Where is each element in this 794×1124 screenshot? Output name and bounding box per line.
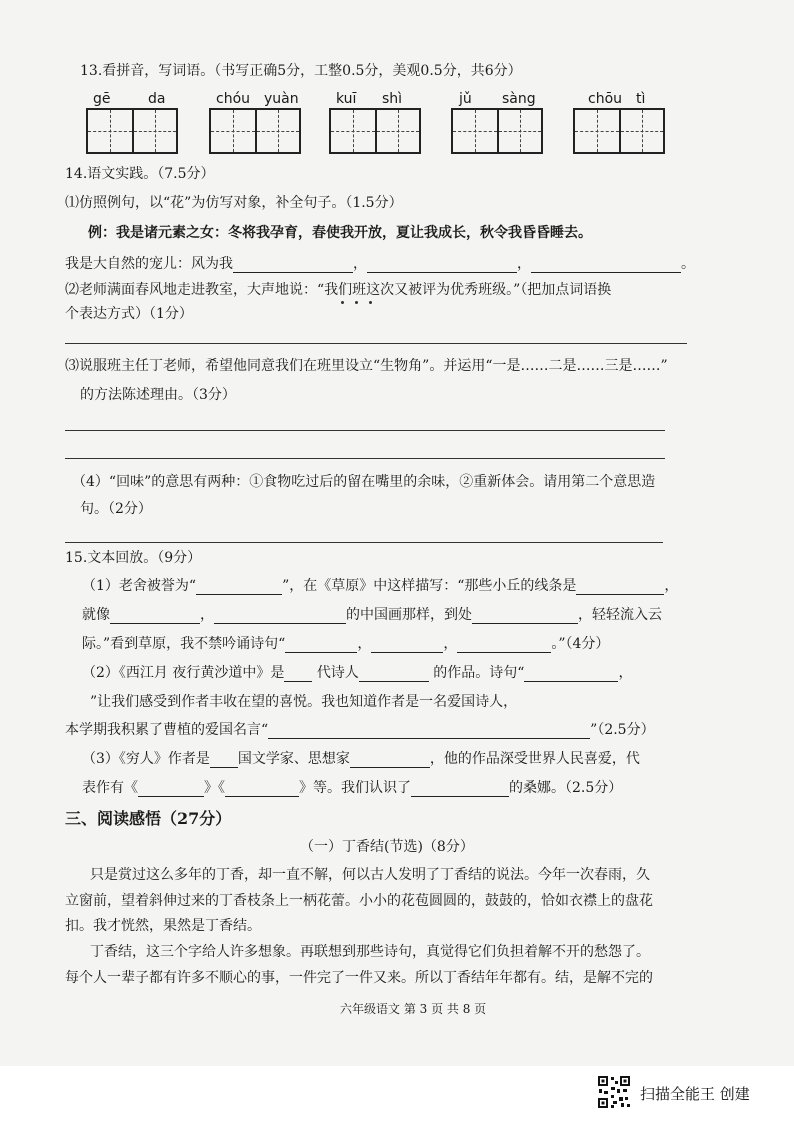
- pinyin-2a: chóu: [216, 91, 251, 107]
- q14-part3-b: 的方法陈述理由。（3分）: [80, 387, 236, 403]
- blank-poem-3[interactable]: [457, 638, 551, 653]
- emphasis-dot: [369, 301, 372, 304]
- answer-line[interactable]: [65, 458, 665, 459]
- pinyin-5b: tì: [636, 91, 646, 107]
- text: （2）《西江月 夜行黄沙道中》是: [82, 665, 285, 681]
- text: （1）老舍被誉为“: [82, 578, 197, 594]
- q14-part4-a: （4）“回味”的意思有两种：①食物吃过后的留在嘴里的余味，②重新体会。请用第二个意思造: [72, 474, 656, 490]
- answer-grid-5[interactable]: [573, 108, 665, 154]
- answer-grid-2[interactable]: [209, 108, 301, 154]
- q15-line-6: [65, 721, 655, 739]
- emphasis-dot: [341, 301, 344, 304]
- blank-verse-1[interactable]: [524, 667, 618, 682]
- answer-grid-1[interactable]: [86, 108, 178, 154]
- text: ”，在《草原》中这样描写：“那些小丘的线条是: [282, 578, 577, 594]
- blank-author[interactable]: [350, 753, 430, 768]
- text: 》等。我们认识了: [299, 780, 411, 796]
- text: 的桑娜。（2.5分）: [509, 780, 623, 796]
- q14-part3-a: ⑶说服班主任丁老师，希望他同意我们在班里设立“生物角”。并运用“一是……二是……三是……”: [65, 358, 668, 374]
- q15-title: 15.文本回放。（9分）: [65, 550, 202, 566]
- text: 的中国画那样，到处: [346, 607, 472, 623]
- emphasis-dot: [355, 301, 358, 304]
- q14-part4-b: 句。（2分）: [80, 501, 152, 517]
- q13-title: 13.看拼音，写词语。（书写正确5分，工整0.5分，美观0.5分，共6分）: [80, 63, 522, 79]
- q15-line-5: ”让我们感受到作者丰收在望的喜悦。我也知道作者是一名爱国诗人，: [90, 694, 518, 710]
- passage-p2-b: 每个人一辈子都有许多不顺心的事，一件完了一件又来。所以丁香结年年都有。结，是解不完的: [65, 970, 653, 986]
- passage-p2-a: 丁香结，这三个字给人许多想象。再联想到那些诗句，真觉得它们负担着解不开的愁怨了。: [90, 944, 650, 960]
- fill-blank-1[interactable]: [233, 258, 353, 273]
- blank-caozhi-quote[interactable]: [268, 724, 590, 739]
- q14-fill-line: [65, 255, 695, 273]
- answer-line[interactable]: [65, 343, 687, 344]
- text: 表作有《: [82, 780, 138, 796]
- passage-p1-c: 扣。我才恍然，果然是丁香结。: [65, 918, 261, 934]
- text: 》《: [204, 780, 225, 796]
- answer-grid-4[interactable]: [451, 108, 543, 154]
- text: ，: [664, 578, 679, 594]
- page-footer: 六年级语文 第 3 页 共 8 页: [340, 1002, 487, 1016]
- text: 际。”看到草原，我不禁吟诵诗句“: [82, 636, 286, 652]
- fill-blank-2[interactable]: [367, 258, 517, 273]
- pinyin-3a: kuī: [336, 91, 357, 107]
- q14-title: 14.语文实践。（7.5分）: [65, 166, 215, 182]
- pinyin-5a: chōu: [588, 91, 623, 107]
- blank-painting[interactable]: [214, 609, 346, 624]
- text: ，: [357, 636, 372, 652]
- blank-country[interactable]: [210, 753, 238, 768]
- blank-dynasty[interactable]: [284, 667, 312, 682]
- q15-line-4: [82, 664, 632, 682]
- blank-sangna-trait[interactable]: [411, 782, 509, 797]
- blank-work-1[interactable]: [138, 782, 204, 797]
- comma: ，: [353, 256, 367, 272]
- pinyin-1a: gē: [93, 91, 111, 107]
- text: （3）《穷人》作者是: [82, 751, 210, 767]
- blank-like[interactable]: [110, 609, 200, 624]
- pinyin-2b: yuàn: [264, 91, 299, 107]
- text: 代诗人: [316, 665, 359, 681]
- pinyin-4a: jǔ: [459, 91, 472, 107]
- q15-line-3: [82, 635, 609, 653]
- fill-prefix: 我是大自然的宠儿：风为我: [65, 256, 233, 272]
- scanner-watermark: 扫描全能王 创建: [640, 1085, 750, 1103]
- text: ，他的作品深受世界人民喜爱，代: [429, 751, 640, 767]
- text: ，: [200, 607, 214, 623]
- text: 国文学家、思想家: [237, 751, 350, 767]
- passage-p1-a: 只是赏过这么多年的丁香，却一直不解，何以古人发明了丁香结的说法。今年一次春雨，久: [90, 867, 650, 883]
- text: ，: [618, 665, 633, 681]
- passage-p1-b: 立窗前，望着斜伸过来的丁香枝条上一柄花蕾。小小的花苞圆圆的，鼓鼓的，恰如衣襟上的盘花: [65, 893, 653, 909]
- pinyin-1b: da: [148, 91, 166, 107]
- q15-line-2: [82, 606, 662, 624]
- blank-poem-1[interactable]: [285, 638, 357, 653]
- pinyin-4b: sàng: [502, 91, 536, 107]
- pinyin-3b: shì: [382, 91, 403, 107]
- blank-laoshe-title[interactable]: [196, 580, 282, 595]
- answer-line[interactable]: [65, 542, 663, 543]
- blank-work-2[interactable]: [225, 782, 299, 797]
- text: 本学期我积累了曹植的爱国名言“: [65, 722, 269, 738]
- period: 。: [681, 256, 695, 272]
- answer-line[interactable]: [65, 430, 665, 431]
- q14-part2-a: ⑵老师满面春风地走进教室，大声地说：“我们班这次又被评为优秀班级。”（把加点词语换: [65, 282, 612, 298]
- text: 。”（4分）: [551, 636, 610, 652]
- text: ”（2.5分）: [590, 722, 655, 738]
- blank-everywhere[interactable]: [472, 609, 578, 624]
- section-3-title: 三、阅读感悟（27分）: [65, 809, 232, 828]
- blank-hill-lines[interactable]: [576, 580, 664, 595]
- q14-part1: ⑴仿照例句，以“花”为仿写对象，补全句子。（1.5分）: [65, 195, 403, 211]
- reading-1-title: （一）丁香结(节选)（8分）: [300, 839, 474, 855]
- q14-example: 例：我是诸元素之女：冬将我孕育，春使我开放，夏让我成长，秋令我昏昏睡去。: [88, 225, 592, 241]
- q15-line-7: [82, 750, 640, 768]
- text: 的作品。诗句“: [433, 665, 525, 681]
- text: 就像: [82, 607, 110, 623]
- blank-poet[interactable]: [359, 667, 429, 682]
- qr-code-icon: [597, 1075, 631, 1109]
- blank-poem-2[interactable]: [371, 638, 443, 653]
- q14-part2-b: 个表达方式）（1分）: [65, 306, 193, 322]
- q15-line-1: [82, 577, 678, 595]
- text: ，轻轻流入云: [578, 607, 662, 623]
- q15-line-8: [82, 779, 622, 797]
- fill-blank-3[interactable]: [531, 258, 681, 273]
- text: ，: [443, 636, 458, 652]
- comma: ，: [517, 256, 531, 272]
- answer-grid-3[interactable]: [329, 108, 421, 154]
